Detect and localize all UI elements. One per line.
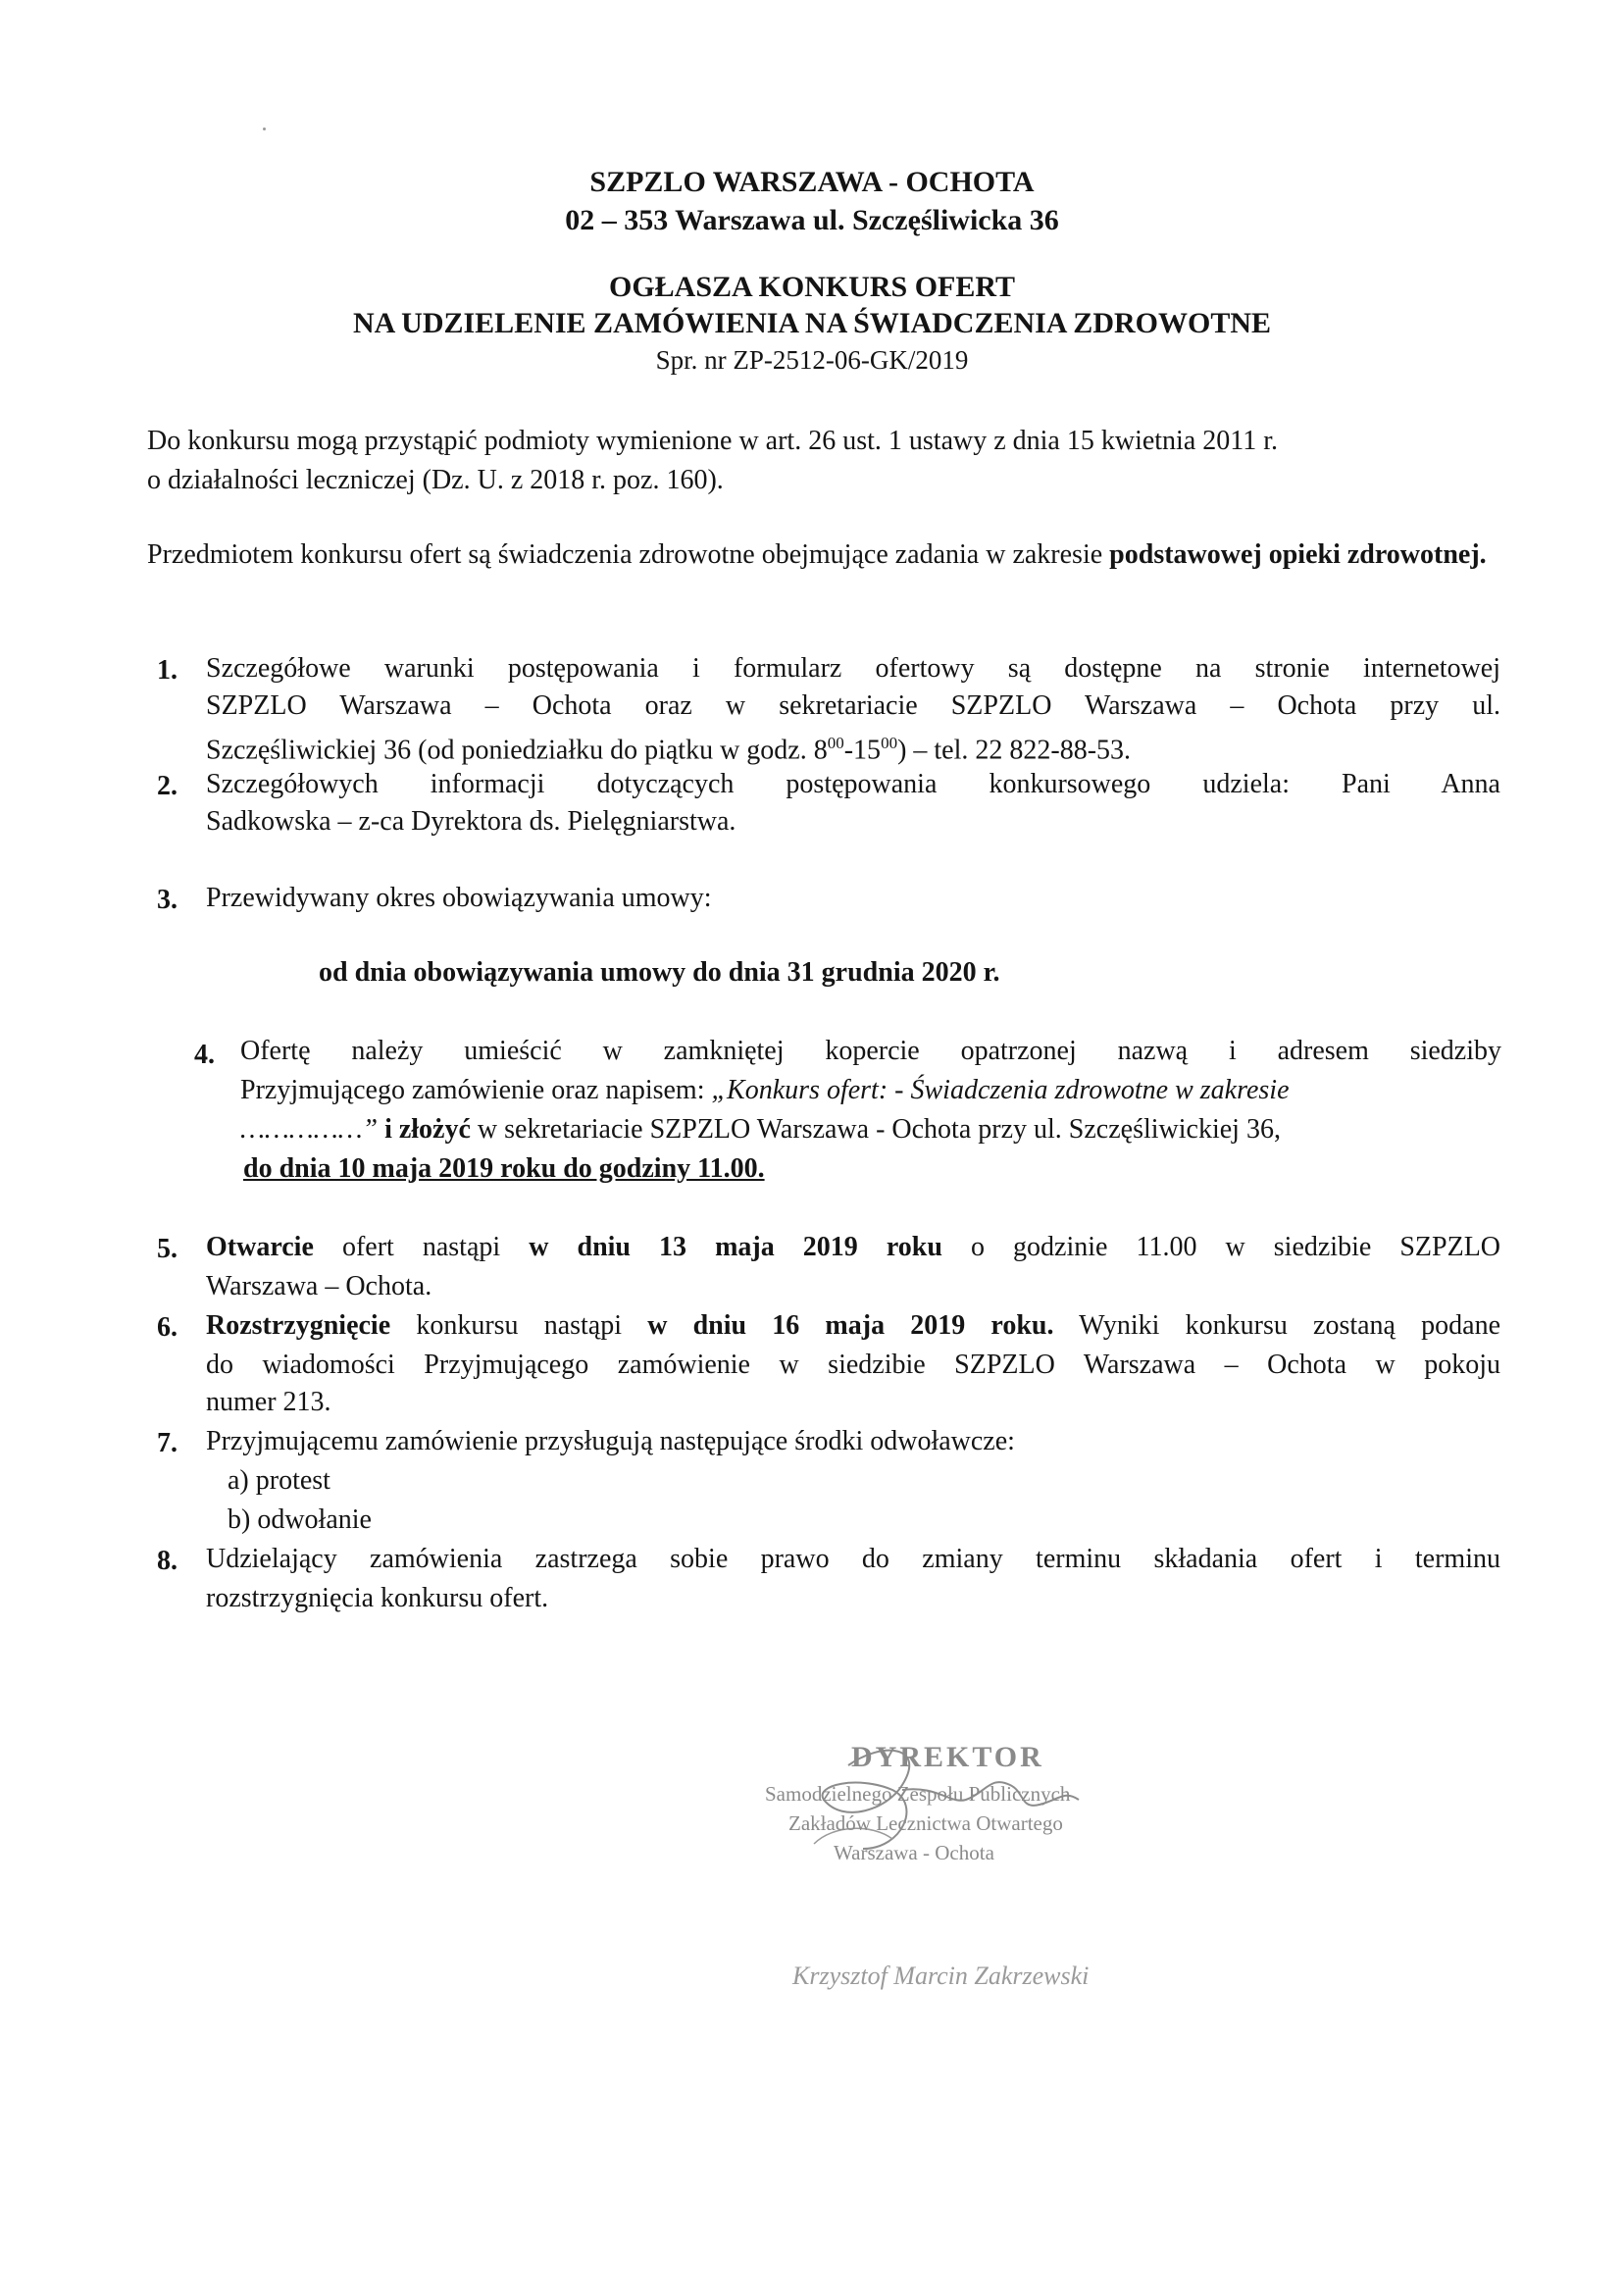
item-1-line-3 — [206, 724, 1500, 769]
item-1-phone: ) – tel. 22 822-88-53. — [897, 735, 1132, 766]
case-reference: Spr. nr ZP-2512-06-GK/2019 — [655, 345, 969, 375]
item-5-line-2: Warszawa – Ochota. — [206, 1271, 432, 1301]
scan-speck — [263, 127, 266, 130]
subject-text: Przedmiotem konkursu ofert są świadczenia zdrowotne obejmujące zadania w zakresie — [147, 539, 1103, 570]
announcement-subtitle: NA UDZIELENIE ZAMÓWIENIA NA ŚWIADCZENIA ZDROWOTNE — [352, 307, 1272, 339]
opening-bold: Otwarcie — [206, 1232, 314, 1262]
opening-date: w dniu 13 maja 2019 roku — [529, 1232, 942, 1262]
item-4-line-1: Ofertę należy umieścić w zamkniętej kopercie opatrzonej nazwą i adresem siedziby — [240, 1036, 1501, 1066]
item-number-6: 6. — [157, 1312, 178, 1343]
item-number-2: 2. — [157, 771, 178, 801]
item-2-line-1: Szczegółowych informacji dotyczących postępowania konkursowego udziela: Pani Anna — [206, 769, 1500, 799]
item-8-line-2: rozstrzygnięcia konkursu ofert. — [206, 1583, 549, 1613]
submit-location: w sekretariacie SZPZLO Warszawa - Ochota przy ul. Szczęśliwickiej 36, — [477, 1114, 1281, 1145]
contract-period: od dnia obowiązywania umowy do dnia 31 grudnia 2020 r. — [319, 957, 1000, 988]
intro-line-1: Do konkursu mogą przystąpić podmioty wymienione w art. 26 ust. 1 ustawy z dnia 15 kwietnia 2011 r. — [147, 426, 1279, 456]
director-name: Krzysztof Marcin Zakrzewski — [792, 1962, 1090, 1990]
submission-deadline — [243, 1149, 1420, 1188]
hours-start-sup: 00 — [827, 734, 844, 752]
director-stamp — [755, 1731, 1167, 1927]
envelope-label-end: ……………” — [240, 1114, 379, 1145]
item-number-8: 8. — [157, 1546, 178, 1576]
envelope-label: „Konkurs ofert: - Świadczenia zdrowotne w zakresie — [711, 1075, 1290, 1105]
item-number-3: 3. — [157, 885, 178, 915]
organization-address: 02 – 353 Warszawa ul. Szczęśliwicka 36 — [565, 204, 1059, 236]
remedy-appeal: b) odwołanie — [228, 1504, 372, 1535]
results-text: Wyniki konkursu zostaną podane — [1079, 1310, 1501, 1341]
stamp-line-2: Zakładów Lecznictwa Otwartego — [788, 1811, 1063, 1835]
stamp-line-3: Warszawa - Ochota — [834, 1841, 994, 1864]
intro-line-2: o działalności leczniczej (Dz. U. z 2018 r. poz. 160). — [147, 465, 724, 495]
item-2-line-2: Sadkowska – z-ca Dyrektora ds. Pielęgniarstwa. — [206, 806, 736, 837]
item-6-line-3: numer 213. — [206, 1387, 331, 1417]
item-number-1: 1. — [157, 655, 178, 686]
item-3-line-1: Przewidywany okres obowiązywania umowy: — [206, 883, 712, 913]
item-number-7: 7. — [157, 1428, 178, 1458]
opening-time-place: o godzinie 11.00 w siedzibie SZPZLO — [970, 1232, 1501, 1262]
stamp-line-1: Samodzielnego Zespołu Publicznych — [765, 1782, 1071, 1806]
item-8-line-1: Udzielający zamówienia zastrzega sobie prawo do zmiany terminu składania ofert i terminu — [206, 1544, 1500, 1574]
subject-bold: podstawowej opieki zdrowotnej. — [1109, 539, 1487, 570]
item-7-line-1: Przyjmującemu zamówienie przysługują następujące środki odwoławcze: — [206, 1426, 1015, 1456]
item-4-line-2 — [240, 1071, 1501, 1109]
hours-separator: -15 — [843, 735, 882, 766]
item-6-line-1 — [206, 1306, 1500, 1345]
item-number-5: 5. — [157, 1234, 178, 1264]
item-5-line-1 — [206, 1228, 1500, 1266]
submit-bold: i złożyć — [384, 1114, 471, 1145]
item-1-line-2: SZPZLO Warszawa – Ochota oraz w sekretariacie SZPZLO Warszawa – Ochota przy ul. — [206, 690, 1500, 721]
item-6-line-2: do wiadomości Przyjmującego zamówienie w siedzibie SZPZLO Warszawa – Ochota w pokoju — [206, 1350, 1500, 1380]
resolution-date: w dniu 16 maja 2019 roku. — [647, 1310, 1054, 1341]
item-6-text: konkursu nastąpi — [416, 1310, 623, 1341]
announcement-title: OGŁASZA KONKURS OFERT — [608, 271, 1016, 303]
item-number-4: 4. — [194, 1040, 215, 1070]
item-4-line-3 — [240, 1110, 1501, 1148]
item-1-line-1: Szczegółowe warunki postępowania i formularz ofertowy są dostępne na stronie internetowej — [206, 653, 1500, 684]
hours-end-sup: 00 — [881, 734, 898, 752]
remedy-protest: a) protest — [228, 1465, 330, 1496]
organization-name: SZPZLO WARSZAWA - OCHOTA — [589, 166, 1035, 198]
item-5-text: ofert nastąpi — [341, 1232, 501, 1262]
resolution-bold: Rozstrzygnięcie — [206, 1310, 391, 1341]
stamp-title: DYREKTOR — [851, 1741, 1044, 1773]
item-4-text: Przyjmującego zamówienie oraz napisem: — [240, 1075, 705, 1105]
deadline-underlined: do dnia 10 maja 2019 roku do godziny 11.00. — [243, 1153, 765, 1184]
subject-paragraph — [147, 535, 1491, 574]
item-1-hours-text: Szczęśliwickiej 36 (od poniedziałku do piątku w godz. 8 — [206, 735, 828, 766]
